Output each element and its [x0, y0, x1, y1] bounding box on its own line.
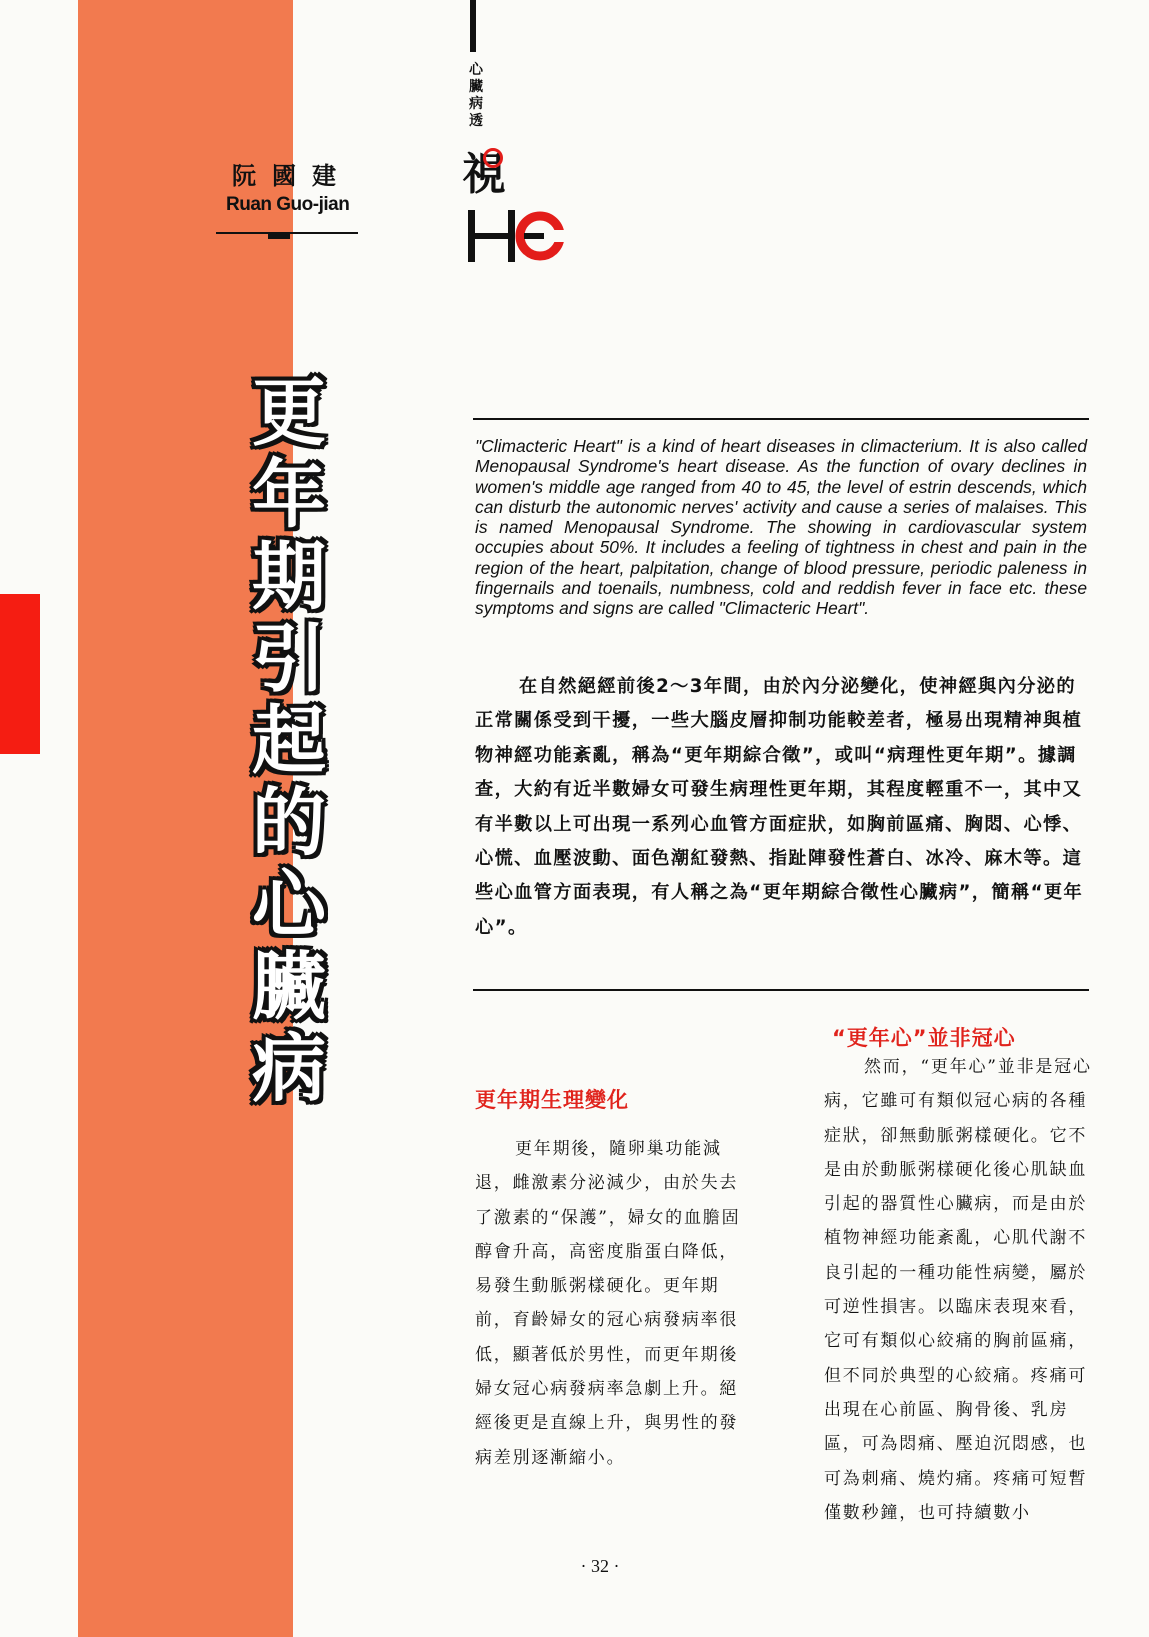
- column-vertical-label: 心臟病透: [469, 62, 483, 129]
- section-heading-physiology: 更年期生理變化: [475, 1088, 629, 1112]
- section-heading-not-coronary: “更年心”並非冠心: [832, 1026, 1016, 1050]
- column-top-bar: [470, 0, 476, 52]
- title-char: 期: [252, 534, 326, 620]
- english-abstract: "Climacteric Heart" is a kind of heart diseases in climacterium. It is also called Menopausal Syndrome's heart disease. As the function of ovary declines in women's middle age ranged from 40 to 45, the level of estrin descends, which can disturb the autonomic nerves' activity and cause a series of malaises. This is named Menopausal Syndrome. The showing in cardiovascular system occupies about 50%. It includes a feeling of tightness in chest and pain in the region of the heart, palpitation, change of blood pressure, periodic paleness in fingernails and toenails, numbness, cold and reddish fever in face etc. these symptoms and signs are called "Climacteric Heart".: [475, 436, 1087, 619]
- section-body-physiology: [475, 1132, 747, 1475]
- article-title: [244, 372, 334, 1110]
- column-red-circle-icon: [483, 148, 503, 168]
- author-name-chinese: 阮國建: [232, 161, 352, 190]
- page-number: · 32 ·: [580, 1556, 620, 1576]
- hc-logo-icon: [468, 210, 588, 262]
- section-body-not-coronary: [824, 1050, 1096, 1530]
- author-name-english: Ruan Guo-jian: [226, 194, 350, 215]
- title-char: 起: [252, 698, 326, 784]
- title-char: 的: [252, 780, 326, 866]
- red-edge-tab: [0, 594, 40, 754]
- section-text: 更年期後，隨卵巢功能減退，雌激素分泌減少，由於失去了激素的“保護”，婦女的血膽固醇會升高，高密度脂蛋白降低，易發生動脈粥樣硬化。更年期前，育齡婦女的冠心病發病率很低，顯著低於男性，而更年期後婦女冠心病發病率急劇上升。絕經後更是直線上升，與男性的發病差別逐漸縮小。: [475, 1139, 741, 1468]
- intro-bottom-rule: [473, 989, 1089, 991]
- intro-paragraph: [475, 670, 1087, 945]
- author-rule-tick: [268, 233, 290, 239]
- column-big-character: 視: [462, 149, 506, 200]
- title-char: 引: [252, 616, 326, 702]
- title-char: 更: [252, 370, 326, 456]
- title-char: 病: [252, 1026, 326, 1112]
- title-char: 臟: [252, 944, 326, 1030]
- section-text: 然而，“更年心”並非是冠心病，它雖可有類似冠心病的各種症狀，卻無動脈粥樣硬化。它不是由於動脈粥樣硬化後心肌缺血引起的器質性心臟病，而是由於植物神經功能紊亂，心肌代謝不良引起的一種功能性病變，屬於可逆性損害。以臨床表現來看，它可有類似心絞痛的胸前區痛，但不同於典型的心絞痛。疼痛可出現在心前區、胸骨後、乳房區，可為悶痛、壓迫沉悶感，也可為刺痛、燒灼痛。疼痛可短暫僅數秒鐘，也可持續數小: [824, 1057, 1092, 1523]
- intro-text: 在自然絕經前後2～3年間，由於內分泌變化，使神經與內分泌的正常關係受到干擾，一些大腦皮層抑制功能較差者，極易出現精神與植物神經功能紊亂，稱為“更年期綜合徵”，或叫“病理性更年期”。據調查，大約有近半數婦女可發生病理性更年期，其程度輕重不一，其中又有半數以上可出現一系列心血管方面症狀，如胸前區痛、胸悶、心悸、心慌、血壓波動、面色潮紅發熱、指趾陣發性蒼白、冰冷、麻木等。這些心血管方面表現，有人稱之為“更年期綜合徵性心臟病”，簡稱“更年心”。: [475, 676, 1084, 938]
- title-char: 年: [252, 452, 326, 538]
- title-char: 心: [252, 862, 326, 948]
- abstract-top-rule: [473, 418, 1089, 420]
